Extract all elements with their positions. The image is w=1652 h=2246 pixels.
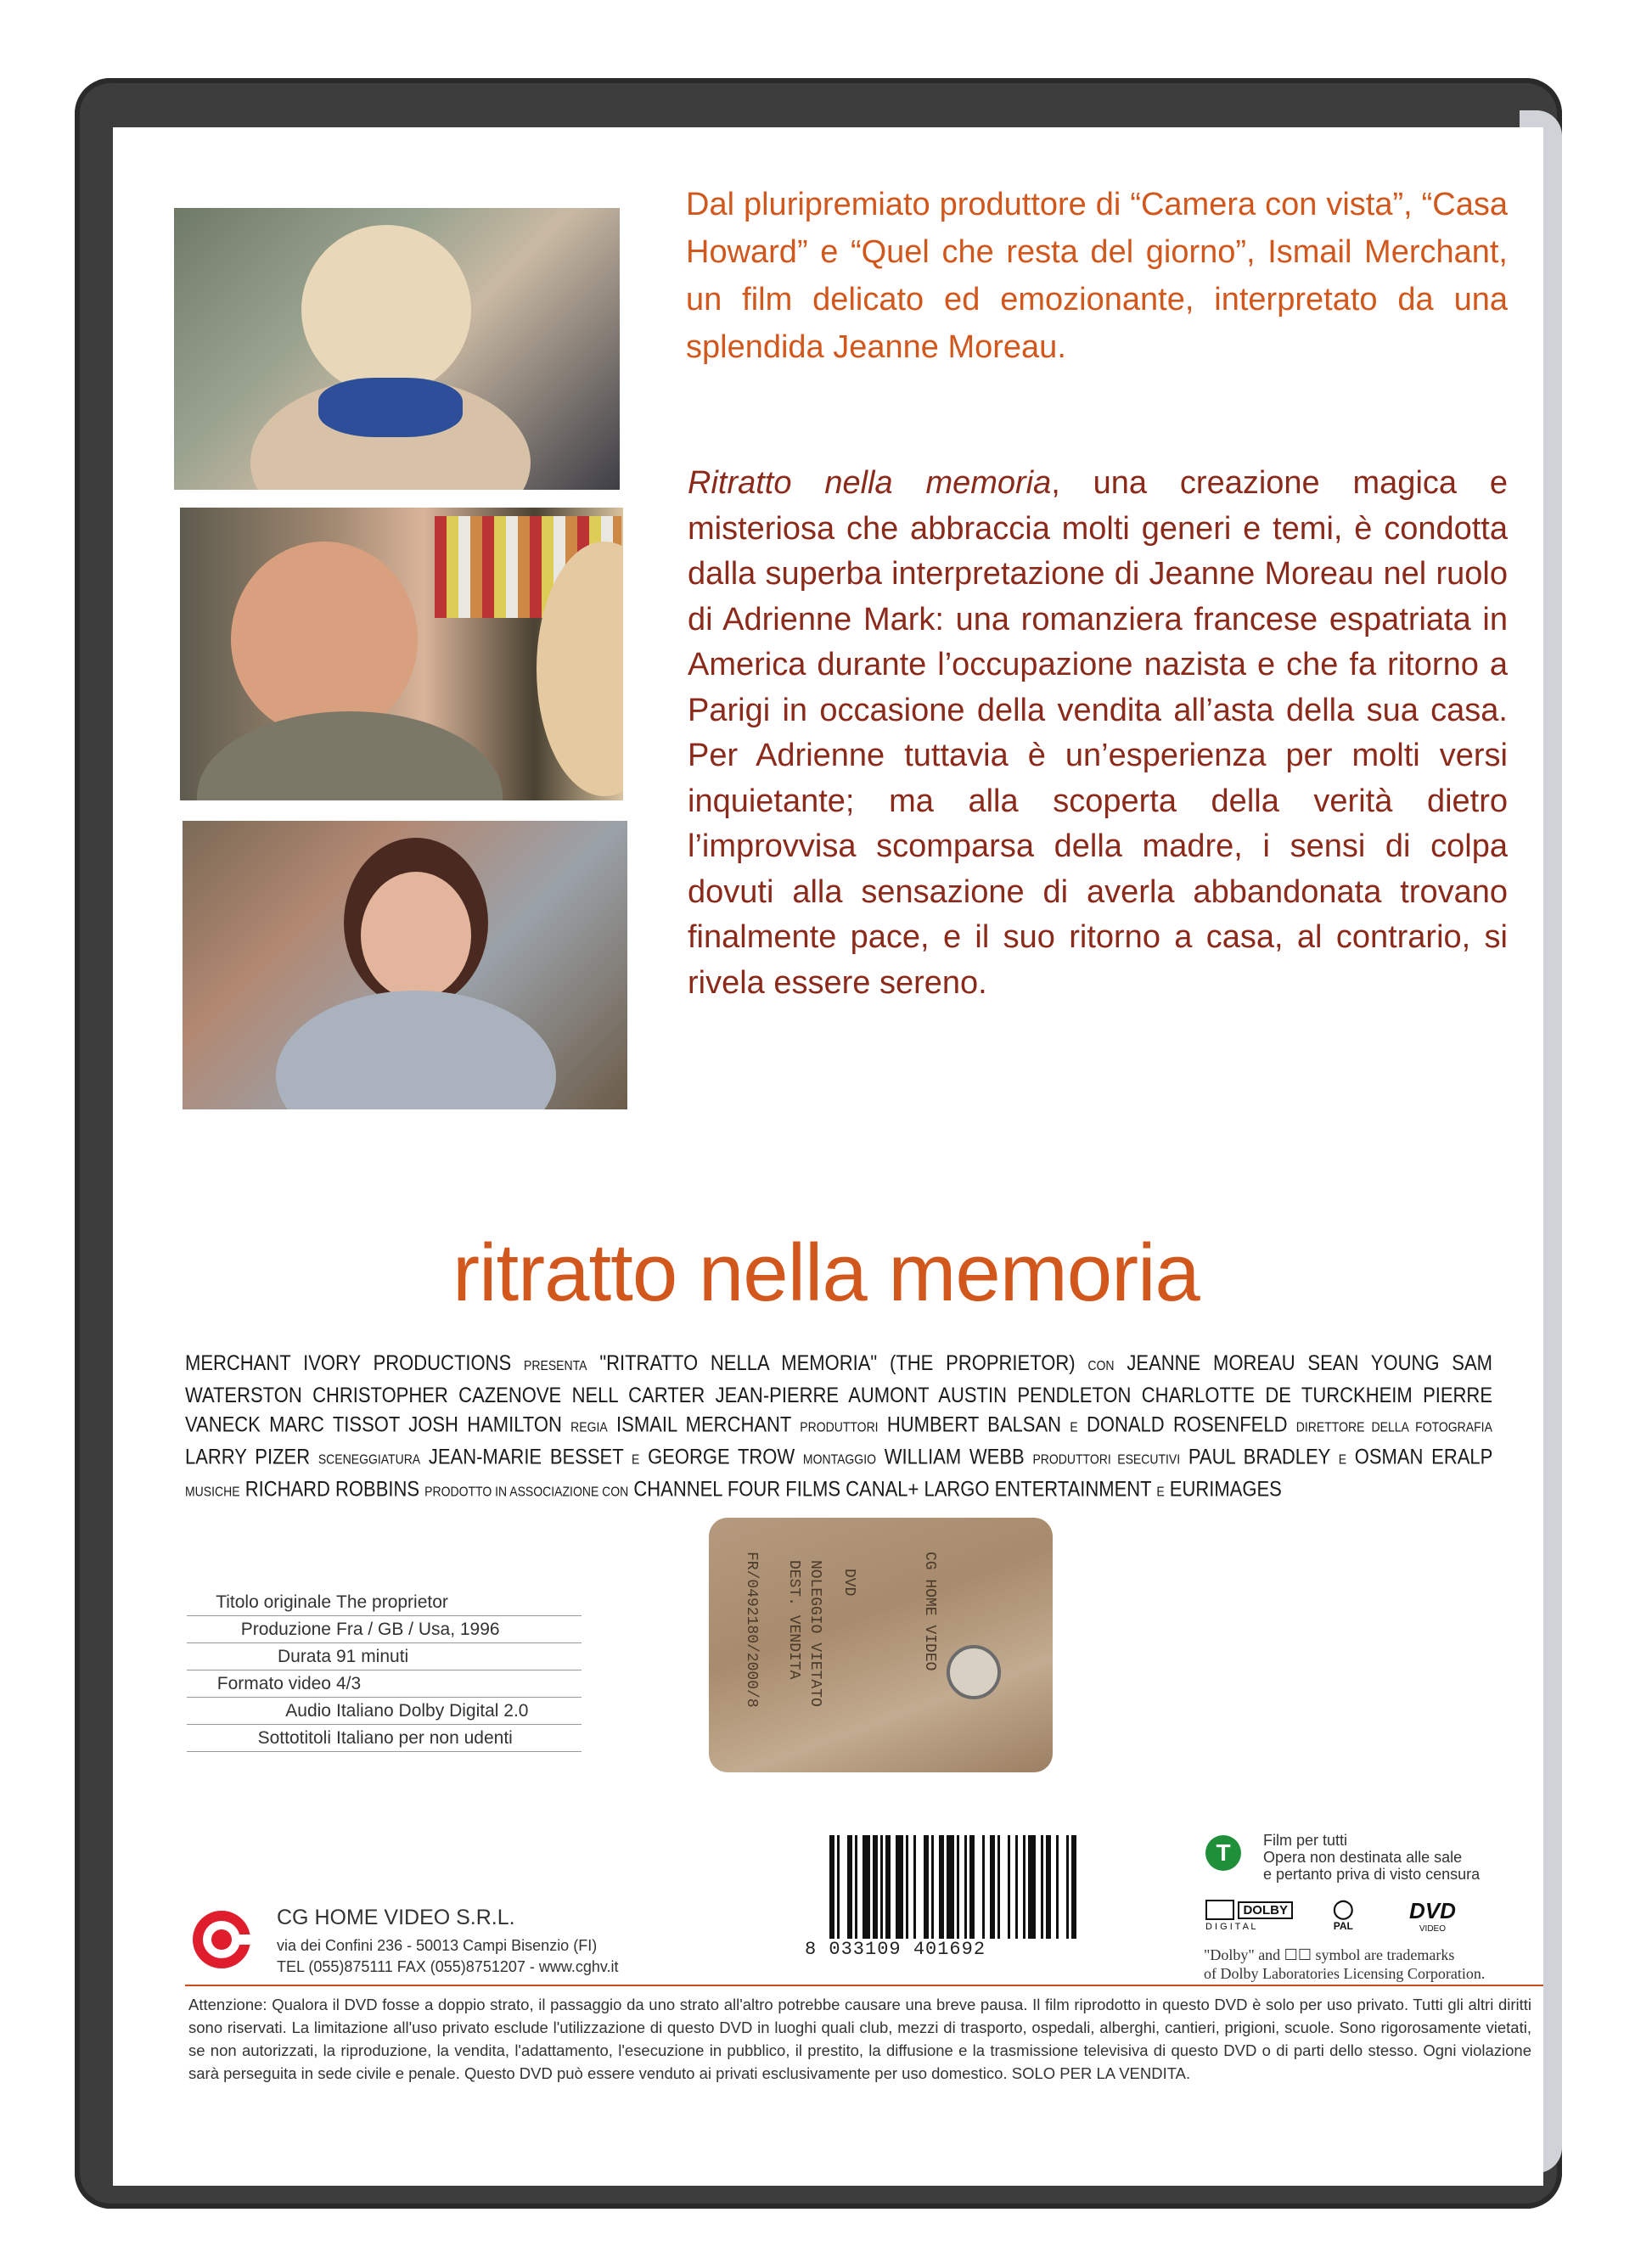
credit: GEORGE TROW — [648, 1445, 795, 1469]
company-info — [277, 1906, 619, 1976]
credit: RICHARD ROBBINS — [244, 1477, 420, 1502]
barcode-bar — [863, 1835, 870, 1939]
credit: MERCHANT IVORY PRODUCTIONS — [185, 1350, 512, 1375]
film-still-man-smiling — [180, 508, 623, 800]
synopsis — [688, 461, 1508, 1006]
credit-role: E — [1156, 1484, 1165, 1500]
credit: "RITRATTO NELLA MEMORIA" (THE PROPRIETOR) — [599, 1350, 1076, 1375]
credit-role: CON — [1087, 1357, 1115, 1373]
credit-role: E — [1338, 1451, 1347, 1467]
barcode-bar — [1071, 1835, 1076, 1939]
spec-value: Fra / GB / Usa, 1996 — [336, 1619, 500, 1639]
seal-text: DEST. VENDITA — [785, 1560, 802, 1680]
barcode-bar — [885, 1835, 891, 1939]
dvd-video-logo — [1409, 1898, 1456, 1934]
note-line: "Dolby" and ☐☐ symbol are trademarks — [1204, 1946, 1455, 1963]
barcode-bar — [957, 1835, 959, 1939]
rating-line: e pertanto priva di visto censura — [1263, 1866, 1481, 1883]
barcode-bar — [931, 1835, 934, 1939]
barcode-bar — [990, 1835, 995, 1939]
barcode-bar — [873, 1835, 878, 1939]
barcode-bar — [1046, 1835, 1051, 1939]
pal-label: PAL — [1333, 1920, 1353, 1932]
still-scarf — [318, 378, 463, 437]
credit: OSMAN ERALP — [1354, 1445, 1492, 1469]
barcode-bar — [880, 1835, 883, 1939]
film-still-young-woman — [183, 821, 627, 1109]
spec-value: Italiano Dolby Digital 2.0 — [336, 1700, 529, 1721]
barcode-bar — [997, 1835, 1000, 1939]
dolby-label: DOLBY — [1238, 1901, 1293, 1919]
format-logos — [1205, 1895, 1503, 1937]
barcode-bar — [1041, 1835, 1043, 1939]
credit-role: MUSICHE — [185, 1484, 240, 1500]
movie-title: ritratto nella memoria — [452, 1227, 1200, 1318]
spec-row — [187, 1725, 582, 1752]
company-address: via dei Confini 236 - 50013 Campi Bisenzio (FI) — [277, 1937, 598, 1954]
barcode-bar — [913, 1835, 916, 1939]
seal-text: DVD — [840, 1569, 857, 1597]
credits-block — [185, 1348, 1492, 1507]
credit: JEAN-MARIE BESSET — [428, 1445, 624, 1469]
credit: CHANNEL FOUR FILMS CANAL+ LARGO ENTERTAINMENT — [633, 1477, 1152, 1502]
company-contact: TEL (055)875111 FAX (055)8751207 - www.cghv.it — [277, 1958, 619, 1975]
region-2-icon: ◯ — [1333, 1898, 1354, 1919]
credit-role: PRODUTTORI — [800, 1419, 879, 1435]
spec-value: 4/3 — [336, 1673, 362, 1693]
barcode-number: 8 033109 401692 — [805, 1939, 986, 1960]
barcode-bar — [847, 1835, 852, 1939]
spec-label: Audio — [285, 1700, 331, 1721]
specs-table — [187, 1589, 582, 1752]
still-figure — [197, 711, 503, 800]
spec-row — [187, 1670, 582, 1698]
credit: LARRY PIZER — [185, 1445, 311, 1469]
credit: JEANNE MOREAU SEAN YOUNG SAM WATERSTON CHRISTOPHER CAZENOVE NELL CARTER JEAN-PIERRE AUMONT AUSTIN PENDLETON CHARLOTTE DE TURCKHEIM PIERRE VANECK MARC TISSOT JOSH HAMILTON — [185, 1350, 1492, 1437]
barcode-bar — [837, 1835, 840, 1939]
dolby-digital-logo — [1205, 1900, 1293, 1932]
spec-label: Formato video — [216, 1673, 331, 1693]
note-line: of Dolby Laboratories Licensing Corporation. — [1204, 1965, 1486, 1982]
barcode-bar — [855, 1835, 857, 1939]
barcode-bar — [829, 1835, 834, 1939]
credit-role: PRODUTTORI ESECUTIVI — [1032, 1451, 1181, 1467]
barcode-bar — [1008, 1835, 1010, 1939]
barcode-bar — [1028, 1835, 1036, 1939]
barcode-bar — [969, 1835, 975, 1939]
barcode-bar — [982, 1835, 985, 1939]
still-figure — [301, 225, 471, 395]
spec-value: The proprietor — [336, 1592, 448, 1612]
cg-logo-icon — [191, 1909, 252, 1970]
seal-logo-icon — [947, 1645, 1001, 1699]
barcode-bar — [1015, 1835, 1018, 1939]
barcode-bar — [939, 1835, 944, 1939]
seal-text: FR/0492180/2000/8 — [743, 1552, 760, 1708]
credit-role: MONTAGGIO — [802, 1451, 876, 1467]
credit: HUMBERT BALSAN — [886, 1412, 1062, 1437]
legal-warning: Attenzione: Qualora il DVD fosse a doppio strato, il passaggio da uno strato all'altro potrebbe causare una breve pausa. Il film riprodotto in questo DVD è solo per uso privato. Tutti gli altri diritti sono riservati. La limitazione all'uso privato esclude l'utilizzazione di questo DVD in luoghi quali club, mezzi di trasporto, ospedali, alberghi, cantieri, prigioni, scuole. Sono rigorosamente vietati, se non autorizzati, la riproduzione, la vendita, l'adattamento, l'esecuzione in pubblico, il prestito, la diffusione e la trasmissione televisiva di questo DVD o di parti dello stesso. Ogni violazione sarà perseguita in sede civile e penale. Questo DVD può essere venduto ai privati esclusivamente per uso domestico. SOLO PER LA VENDITA. — [188, 1996, 1531, 2082]
barcode-bar — [896, 1835, 903, 1939]
promo-text: Dal pluripremiato produttore di “Camera con vista”, “Casa Howard” e “Quel che resta del giorno”, Ismail Merchant, un film delicato ed emozionante, interpretato da una splendida Jeanne Moreau. — [686, 187, 1508, 365]
barcode-bar — [1066, 1835, 1069, 1939]
spec-label: Produzione — [240, 1619, 331, 1639]
credit: DONALD ROSENFELD — [1086, 1412, 1288, 1437]
credit-role: DIRETTORE DELLA FOTOGRAFIA — [1295, 1419, 1492, 1435]
credit-role: E — [1070, 1419, 1078, 1435]
rating-t-icon: T — [1205, 1835, 1241, 1871]
barcode-bar — [924, 1835, 929, 1939]
barcode-bar — [947, 1835, 954, 1939]
digital-label: D I G I T A L — [1205, 1922, 1256, 1932]
credit-role: PRODOTTO IN ASSOCIAZIONE CON — [424, 1484, 629, 1500]
synopsis-body: , una creazione magica e misteriosa che abbraccia molti generi e temi, è condotta dalla superba interpretazione di Jeanne Moreau nel ruolo di Adrienne Mark: una romanziera francese espatriata in America durante l’occupazione nazista e che fa ritorno a Parigi in occasione della vendita all’asta della sua casa. Per Adrienne tuttavia è un’esperienza per molti versi inquietante; ma alla scoperta della verità dietro l’improvvisa scomparsa della madre, i sensi di colpa dovuti alla sensazione di averla abbandonata trovano finalmente pace, e il suo ritorno a casa, al contrario, si rivela essere sereno. — [688, 465, 1508, 1001]
spec-value: 91 minuti — [336, 1646, 409, 1666]
spec-value: Italiano per non udenti — [336, 1727, 513, 1748]
seal-text: NOLEGGIO VIETATO — [806, 1560, 823, 1707]
synopsis-title: Ritratto nella memoria — [688, 465, 1052, 501]
credit-role: SCENEGGIATURA — [317, 1451, 421, 1467]
spec-row — [187, 1616, 582, 1643]
spec-row — [187, 1589, 582, 1616]
still-figure — [231, 542, 418, 737]
spec-label: Sottotitoli — [257, 1727, 331, 1748]
credit: WILLIAM WEBB — [884, 1445, 1025, 1469]
credit: PAUL BRADLEY — [1188, 1445, 1330, 1469]
credit-role: E — [631, 1451, 640, 1467]
rating-text — [1263, 1832, 1480, 1883]
still-figure — [361, 872, 471, 999]
spec-label: Titolo originale — [216, 1592, 331, 1612]
rating-line: Film per tutti — [1263, 1832, 1348, 1849]
company-name: CG HOME VIDEO S.R.L. — [277, 1906, 515, 1929]
dvd-video-label: VIDEO — [1419, 1924, 1447, 1934]
footer-divider — [185, 1985, 1543, 1986]
credit: ISMAIL MERCHANT — [616, 1412, 791, 1437]
dvd-label: DVD — [1409, 1898, 1456, 1923]
credit-role: REGIA — [570, 1419, 608, 1435]
credit-role: PRESENTA — [524, 1357, 587, 1373]
film-still-woman-portrait — [174, 208, 620, 490]
seal-text: CG HOME VIDEO — [921, 1552, 938, 1671]
barcode-bar — [1056, 1835, 1059, 1939]
barcode-bar — [1023, 1835, 1025, 1939]
pal-logo — [1333, 1898, 1354, 1932]
dolby-double-d-icon — [1205, 1900, 1234, 1920]
rating-line: Opera non destinata alle sale — [1263, 1849, 1463, 1866]
spec-row — [187, 1698, 582, 1725]
spec-row — [187, 1643, 582, 1670]
spec-label: Durata — [277, 1646, 331, 1666]
dolby-trademark-note — [1204, 1946, 1485, 1983]
barcode — [828, 1835, 1146, 1939]
credit: EURIMAGES — [1169, 1477, 1282, 1502]
still-figure — [276, 991, 556, 1109]
siae-hologram-seal — [709, 1518, 1053, 1772]
barcode-bar — [906, 1835, 908, 1939]
barcode-bar — [964, 1835, 967, 1939]
